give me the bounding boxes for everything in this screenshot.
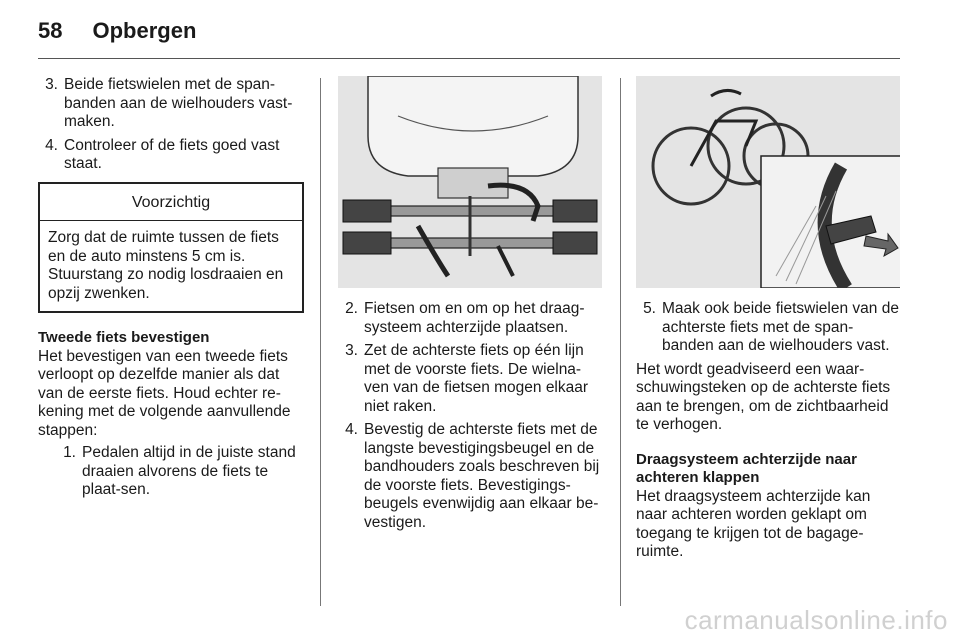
illustration-bike-carrier-top <box>338 76 602 288</box>
section-title: Tweede fiets bevestigen <box>38 329 210 346</box>
illustration-bike-wheel-strap <box>636 76 900 288</box>
section-title: Draagsysteem achterzijde naar achteren klappen <box>636 450 857 486</box>
column-2 <box>338 76 602 537</box>
page-title: Opbergen <box>92 18 197 43</box>
paragraph: Het wordt geadviseerd een waar-schuwingsteken op de achterste fiets aan te brengen, om de zichtbaarheid te verhogen. <box>636 360 891 433</box>
column-divider-1 <box>320 78 321 606</box>
warning-box <box>38 182 304 314</box>
section-text: Het bevestigen van een tweede fiets verloopt op dezelfde manier als dat van de eerste fiets. Houd echter re-kening met de volgende aanvullende stappen: <box>38 347 291 439</box>
list-item: 1. Pedalen altijd in de juiste stand draaien alvorens de fiets te plaat-sen. <box>63 444 296 498</box>
list-item: 3. Zet de achterste fiets op één lijn met de voorste fiets. De wielna-ven van de fietsen mogen elkaar niet raken. <box>345 342 589 415</box>
column-1 <box>38 76 304 505</box>
warning-body: Zorg dat de ruimte tussen de fiets en de auto minstens 5 cm is. Stuurstang zo nodig losdraaien en opzij zwenken. <box>48 229 284 302</box>
list-item: 5. Maak ook beide fietswielen van de achterste fiets met de span-banden aan de wielhouders vast. <box>643 300 899 354</box>
warning-title: Voorzichtig <box>40 184 302 222</box>
header-rule <box>38 58 900 59</box>
bike-carrier-top-view-icon <box>338 76 602 288</box>
list-item: 4. Controleer of de fiets goed vast staat. <box>45 136 280 172</box>
section-text: Het draagsysteem achterzijde kan naar achteren worden geklapt om toegang te krijgen tot de bagage-ruimte. <box>636 487 871 560</box>
list-item: 2. Fietsen om en om op het draag-systeem achterzijde plaatsen. <box>345 300 585 336</box>
list-item: 3. Beide fietswielen met de span-banden aan de wielhouders vast-maken. <box>45 76 293 130</box>
bike-wheel-strap-icon <box>636 76 900 288</box>
watermark: carmanualsonline.info <box>684 605 948 635</box>
list-item: 4. Bevestig de achterste fiets met de langste bevestigingsbeugel en de bandhouders zoals beschreven bij de voorste fiets. Bevestigings-beugels evenwijdig aan elkaar be-vestigen. <box>345 421 600 531</box>
column-divider-2 <box>620 78 621 606</box>
page-number: 58 <box>38 18 63 43</box>
column-3 <box>636 76 902 562</box>
page-header <box>38 18 196 48</box>
